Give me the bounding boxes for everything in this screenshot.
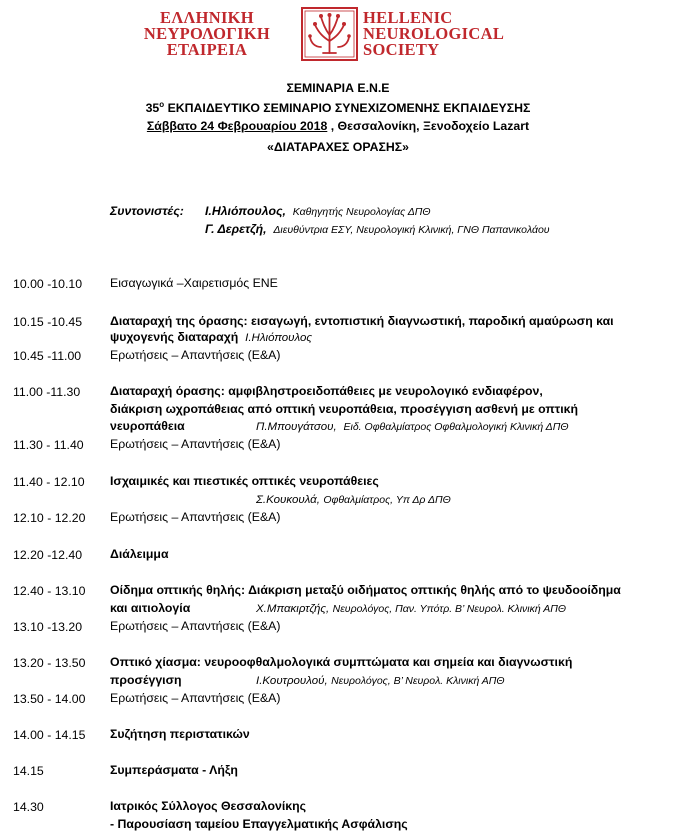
speaker-role: Ειδ. Οφθαλμίατρος Οφθαλμολογική Κλινική ΔΠΘ (343, 421, 569, 433)
schedule-item: Ερωτήσεις – Απαντήσεις (Ε&Α) (110, 619, 281, 633)
logo-english-text (363, 10, 543, 58)
coordinator-2-name: Γ. Δερετζή, (205, 222, 267, 236)
schedule-item-line2: και αιτιολογία (110, 601, 191, 615)
schedule-time: 10.15 -10.45 (13, 315, 83, 329)
seminar-title-text: ΕΚΠΑΙΔΕΥΤΙΚΟ ΣΕΜΙΝΑΡΙΟ ΣΥΝΕΧΙΖΟΜΕΝΗΣ ΕΚΠΑΙΔΕΥΣΗΣ (164, 101, 531, 116)
speaker-role: Οφθαλμίατρος, Υπ Δρ ΔΠΘ (323, 494, 451, 506)
coordinators-label: Συντονιστές: (110, 204, 184, 218)
schedule-item-line2: - Παρουσίαση ταμείου Επαγγελματικής Ασφάλισης (110, 817, 408, 831)
schedule-item: Ερωτήσεις – Απαντήσεις (Ε&Α) (110, 510, 281, 524)
coordinator-1-name: Ι.Ηλιόπουλος, (205, 204, 286, 218)
schedule-time: 12.10 - 12.20 (13, 511, 86, 525)
coordinator-1-role: Καθηγητής Νευρολογίας ΔΠΘ (292, 206, 431, 218)
schedule-item: Οίδημα οπτικής θηλής: Διάκριση μεταξύ οιδήματος οπτικής θηλής από το ψευδοοίδημα (110, 583, 621, 597)
schedule-item: Ιατρικός Σύλλογος Θεσσαλονίκης (110, 799, 306, 813)
schedule-item: Συζήτηση περιστατικών (110, 727, 250, 741)
speaker-info (256, 491, 451, 509)
schedule-item-text: ψυχογενής διαταραχή (110, 330, 239, 344)
schedule-item: Συμπεράσματα - Λήξη (110, 763, 238, 777)
schedule-time: 10.45 -11.00 (13, 349, 82, 363)
seminar-title (0, 100, 676, 115)
schedule-time: 11.30 - 11.40 (13, 438, 84, 452)
schedule-time: 11.40 - 12.10 (13, 475, 85, 489)
schedule-time: 13.50 - 14.00 (13, 692, 86, 706)
speaker-info (256, 418, 569, 436)
schedule-item: Διάλειμμα (110, 547, 169, 561)
schedule-time: 14.30 (13, 800, 44, 814)
speaker-role: Νευρολόγος, Β’ Νευρολ. Κλινική ΑΠΘ (331, 675, 505, 687)
speaker-name: Π.Μπουγάτσου, (256, 421, 337, 433)
schedule-item: Ερωτήσεις – Απαντήσεις (Ε&Α) (110, 691, 281, 705)
seminar-theme: «ΔΙΑΤΑΡΑΧΕΣ ΟΡΑΣΗΣ» (266, 140, 409, 154)
seminar-number: 35 (145, 101, 160, 116)
schedule-time: 13.20 - 13.50 (13, 656, 86, 670)
seminar-location: , Θεσσαλονίκη, Ξενοδοχείο Lazart (327, 119, 530, 133)
speaker-info (256, 672, 505, 690)
schedule-time: 14.00 - 14.15 (13, 728, 86, 742)
logo-greek-line2: ΝΕΥΡΟΛΟΓΙΚΗ (143, 24, 271, 43)
schedule-item-line3: νευροπάθεια (110, 419, 185, 433)
speaker-name: Ι.Ηλιόπουλος (245, 332, 312, 344)
speaker-info (256, 600, 566, 618)
logo-eng-line2: NEUROLOGICAL (363, 24, 505, 43)
schedule-item: Ερωτήσεις – Απαντήσεις (Ε&Α) (110, 348, 281, 362)
date-location (0, 119, 676, 133)
schedule-time: 13.10 -13.20 (13, 620, 83, 634)
logo-greek-line1: ΕΛΛΗΝΙΚΗ (160, 8, 254, 27)
seminar-date: Σάββατο 24 Φεβρουαρίου 2018 (146, 119, 328, 133)
schedule-item: Οπτικό χίασμα: νευροοφθαλμολογικά συμπτώματα και σημεία και διαγνωστική (110, 655, 573, 669)
schedule-time: 14.15 (13, 764, 44, 778)
logo-eng-line1: HELLENIC (363, 8, 453, 27)
seminar-number-suffix: ο (159, 100, 165, 109)
schedule-time: 10.00 -10.10 (13, 277, 83, 291)
coordinator-2 (205, 222, 550, 236)
speaker-role: Νευρολόγος, Παν. Υπότρ. Β’ Νευρολ. Κλινική ΑΠΘ (332, 603, 567, 615)
schedule-item: Διαταραχή όρασης: αμφιβληστροειδοπάθειες με νευρολογικό ενδιαφέρον, (110, 384, 543, 398)
schedule-time: 12.20 -12.40 (13, 548, 83, 562)
schedule-item: Διαταραχή της όρασης: εισαγωγή, εντοπιστική διαγνωστική, παροδική αμαύρωση και (110, 314, 614, 328)
logo-eng-line3: SOCIETY (363, 40, 440, 59)
tree-of-life-emblem-icon (301, 7, 358, 61)
speaker-name: Χ.Μπακιρτζής, (256, 603, 330, 615)
schedule-item-line2: προσέγγιση (110, 673, 182, 687)
coordinator-2-role: Διευθύντρια ΕΣΥ, Νευρολογική Κλινική, ΓΝΘ Παπανικολάου (273, 224, 550, 236)
speaker-name: Σ.Κουκουλά, (256, 494, 320, 506)
logo-greek-text (118, 10, 296, 58)
logo-greek-line3: ΕΤΑΙΡΕΙΑ (166, 40, 248, 59)
schedule-item: Εισαγωγικά –Χαιρετισμός ΕΝΕ (110, 276, 278, 290)
speaker-name: Ι.Κουτρουλού, (256, 675, 328, 687)
schedule-item-line2: διάκριση ωχροπάθειας από οπτική νευροπάθεια, προσέγγιση ασθενή με οπτική (110, 402, 579, 416)
schedule-time: 11.00 -11.30 (13, 385, 81, 399)
seminar-series-title: ΣΕΜΙΝΑΡΙΑ Ε.Ν.Ε (286, 81, 390, 95)
schedule-item-line2 (110, 329, 312, 347)
schedule-item: Ερωτήσεις – Απαντήσεις (Ε&Α) (110, 437, 281, 451)
schedule-item: Ισχαιμικές και πιεστικές οπτικές νευροπάθειες (110, 474, 379, 488)
schedule-time: 12.40 - 13.10 (13, 584, 86, 598)
coordinator-1 (205, 204, 431, 218)
